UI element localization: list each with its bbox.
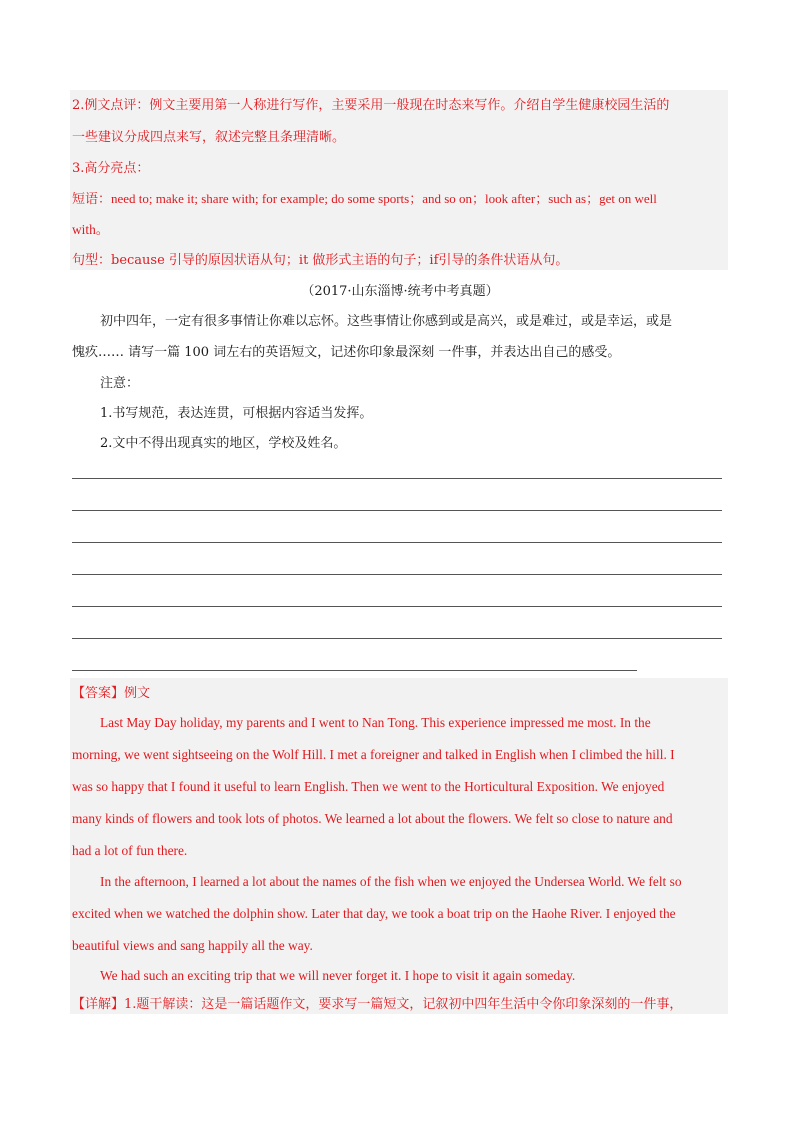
answer-p3-line-1: We had such an exciting trip that we will never forget it. I hope to visit it again someday. [100,968,576,983]
writing-line-2 [72,510,722,511]
detail-line: 【详解】1.题干解读：这是一篇话题作文，要求写一篇短文，记叙初中四年生活中令你印象深刻的一件事， [72,997,683,1012]
prompt-line-1: 初中四年，一定有很多事情让你难以忘怀。这些事情让你感到或是高兴，或是难过，或是幸运，或是 [100,314,673,329]
comment-line-1: 2.例文点评：例文主要用第一人称进行写作，主要采用一般现在时态来写作。介绍自学生健康校园生活的 [72,98,670,113]
comment-line-6: 句型：because 引导的原因状语从句；it 做形式主语的句子；if引导的条件状语从句。 [72,253,569,268]
writing-line-1 [72,478,722,479]
note-1: 1.书写规范，表达连贯，可根据内容适当发挥。 [100,406,373,421]
answer-p1-line-3: was so happy that I found it useful to learn English. Then we went to the Horticultural Exposition. We enjoyed [72,779,665,794]
writing-line-4 [72,574,722,575]
comment-line-4: 短语：need to; make it; share with; for example; do some sports；and so on；look after；such as；get on well [72,191,657,206]
writing-line-3 [72,542,722,543]
answer-p1-line-2: morning, we went sightseeing on the Wolf Hill. I met a foreigner and talked in English when I climbed the hill. I [72,747,675,762]
answer-p1-line-5: had a lot of fun there. [72,843,188,858]
answer-p1-line-4: many kinds of flowers and took lots of photos. We learned a lot about the flowers. We felt so close to nature and [72,811,673,826]
note-2: 2.文中不得出现真实的地区，学校及姓名。 [100,436,347,451]
answer-p2-line-2: excited when we watched the dolphin show. Later that day, we took a boat trip on the Haohe River. I enjoyed the [72,906,676,921]
note-title: 注意： [100,376,140,391]
answer-p2-line-3: beautiful views and sang happily all the way. [72,938,313,953]
answer-p2-line-1: In the afternoon, I learned a lot about the names of the fish when we enjoyed the Undersea World. We felt so [100,874,682,889]
comment-line-2: 一些建议分成四点来写，叙述完整且条理清晰。 [72,130,346,145]
comment-highlight-box [70,90,728,270]
comment-line-5: with。 [72,222,110,237]
comment-line-3: 3.高分亮点： [72,161,150,176]
answer-label: 【答案】例文 [72,686,151,701]
writing-line-6 [72,638,722,639]
prompt-line-2: 愧疚…… 请写一篇 100 词左右的英语短文，记述你印象最深刻 一件事，并表达出自己的感受。 [72,345,621,360]
question-source: （2017·山东淄博·统考中考真题） [301,284,499,299]
writing-line-7 [72,670,637,671]
answer-p1-line-1: Last May Day holiday, my parents and I went to Nan Tong. This experience impressed me most. In the [100,715,651,730]
writing-line-5 [72,606,722,607]
